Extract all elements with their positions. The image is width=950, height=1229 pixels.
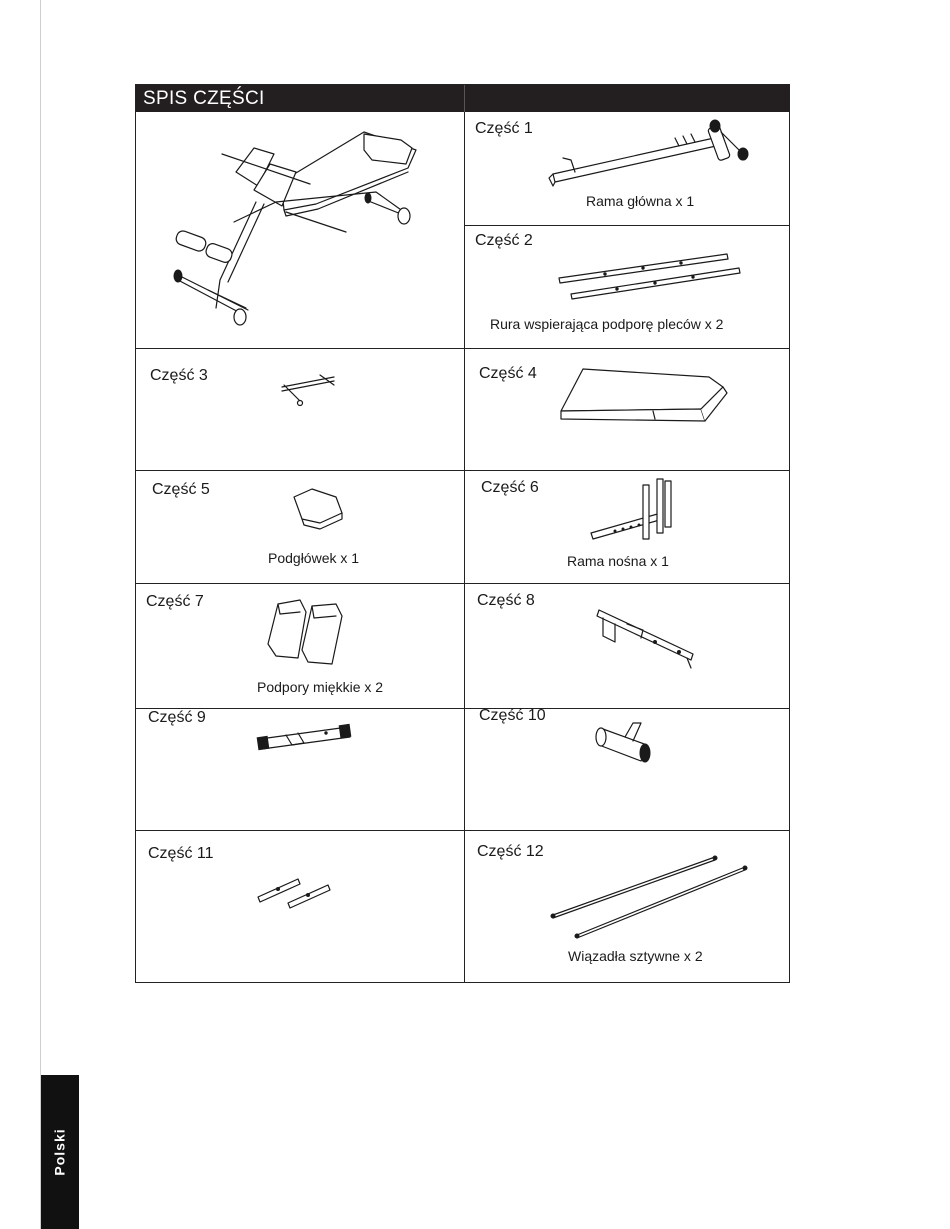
part-label: Część 3 — [150, 367, 208, 384]
part-cell-4 — [465, 349, 790, 470]
part-cell-6 — [465, 471, 790, 583]
part-label: Część 2 — [475, 232, 533, 249]
leg-frame-drawing — [465, 584, 790, 708]
part-caption: Rura wspierająca podporę pleców x 2 — [490, 316, 724, 332]
part-label: Część 10 — [479, 707, 546, 724]
foam-roller-drawing — [465, 709, 790, 830]
foam-roller-tube-drawing — [136, 709, 464, 830]
part-caption: Rama nośna x 1 — [567, 553, 669, 569]
part-cell-12 — [465, 831, 790, 983]
part-cell-9 — [136, 709, 464, 830]
part-cell-8 — [465, 584, 790, 708]
language-label: Polski — [52, 1128, 68, 1176]
part-cell-10 — [465, 709, 790, 830]
part-cell-7 — [136, 584, 464, 708]
assembled-bench-cell — [136, 112, 464, 348]
table-header — [136, 85, 789, 112]
assembled-bench-drawing — [136, 112, 464, 348]
part-caption: Wiązadła sztywne x 2 — [568, 948, 703, 964]
part-label: Część 8 — [477, 592, 535, 609]
language-tab — [41, 1075, 79, 1229]
header-divider — [464, 85, 465, 112]
part-cell-1 — [465, 112, 790, 225]
part-caption: Podpory miękkie x 2 — [257, 679, 384, 695]
part-cell-11 — [136, 831, 464, 983]
parts-list-table — [135, 84, 790, 983]
part-cell-5 — [136, 471, 464, 583]
page-margin-rule — [40, 0, 41, 1229]
small-bracket-drawing — [136, 349, 464, 470]
part-label: Część 5 — [152, 481, 210, 498]
short-tubes-drawing — [136, 831, 464, 983]
part-label: Część 4 — [479, 365, 537, 382]
part-label: Część 1 — [475, 120, 533, 137]
part-caption: Rama główna x 1 — [586, 193, 695, 209]
part-label: Część 7 — [146, 593, 204, 610]
part-caption: Podgłówek x 1 — [268, 550, 360, 566]
part-cell-3 — [136, 349, 464, 470]
seat-pad-drawing — [465, 349, 790, 470]
part-label: Część 12 — [477, 843, 544, 860]
part-label: Część 9 — [148, 709, 206, 726]
part-cell-2 — [465, 226, 790, 348]
page-title: SPIS CZĘŚCI — [143, 88, 265, 109]
headrest-drawing — [136, 471, 464, 583]
part-label: Część 6 — [481, 479, 539, 496]
part-label: Część 11 — [148, 845, 214, 862]
